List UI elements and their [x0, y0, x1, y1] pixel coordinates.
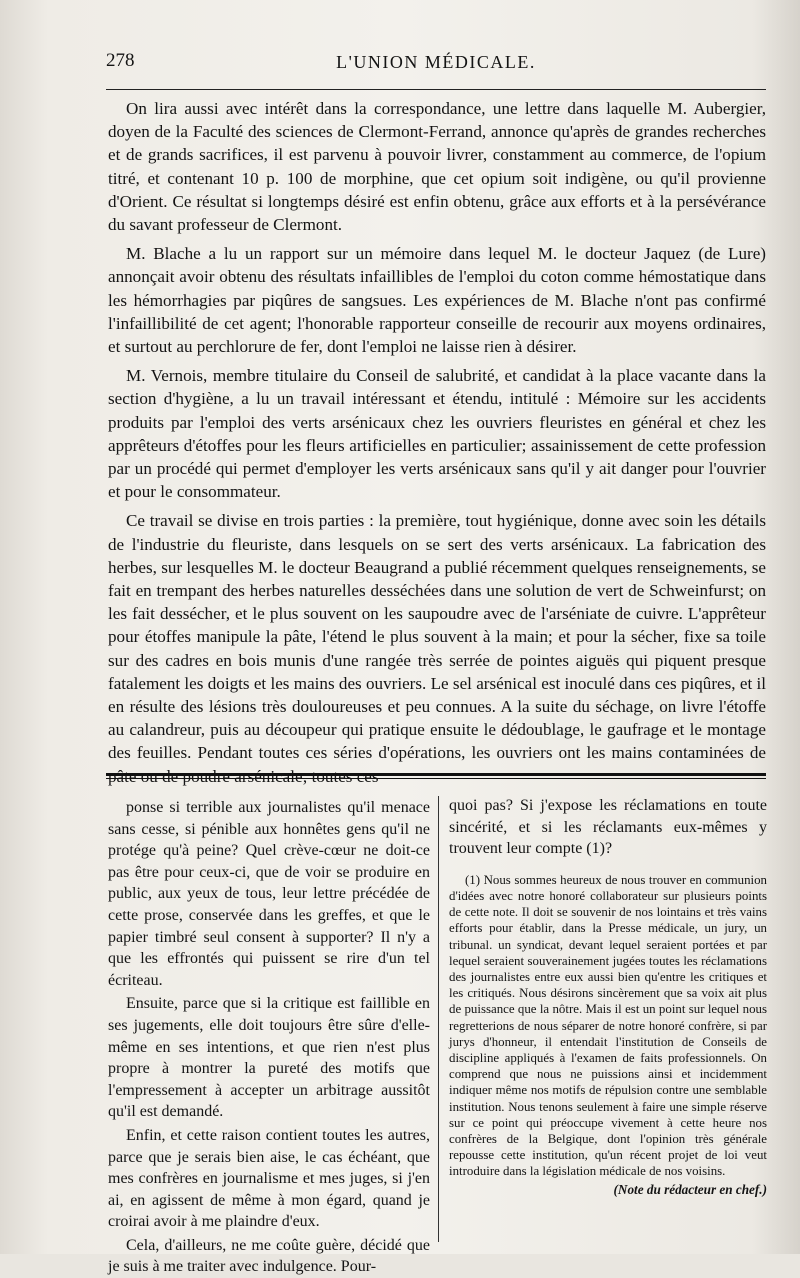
feuilleton-paragraph: Ensuite, parce que si la critique est faillible en ses jugements, elle doit toujours être sûre d'elle-même en ses intentions, et que rien n'est plus propre à montrer la pureté des motifs que l'empressement à accepter un arbitrage aussitôt qu'il est demandé. [108, 995, 430, 1121]
feuilleton-paragraph: ponse si terrible aux journalistes qu'il menace sans cesse, si pénible aux honnêtes gens qu'il ne protége qu'à peine? Quel crève-cœur ne doit-ce pas être pour ceux-ci, que de voir se produire en public, aux yeux de tous, leur lettre précédée de cette prose, conservée dans les greffes, et que le papier timbré seul consent à supporter? Il n'y a que les effrontés qui puissent se rire d'un tel écriteau. [108, 799, 430, 989]
paragraph-vernois: M. Vernois, membre titulaire du Conseil de salubrité, et candidat à la place vacante dans la section d'hygiène, a lu un travail intéressant et étendu, intitulé : Mémoire sur les accidents produits par l'emploi des verts arsénicaux chez les ouvriers fleuristes en général et chez les apprêteurs d'étoffes pour les fleurs artificielles en particulier; assainissement de cette profession par un procédé qui permet d'employer les verts arsénicaux sans qu'il y ait danger pour l'ouvrier et pour le consommateur. [108, 366, 766, 502]
paragraph-travail: Ce travail se divise en trois parties : la première, tout hygiénique, donne avec soin les détails de l'industrie du fleuriste, dans lesquels on se sert des verts arsénicaux. La fabrication des herbes, sur lesquelles M. le docteur Beaugrand a publié récemment quelques renseignements, se fait en trempant des herbes naturelles desséchées dans une solution de vert de Schweinfurst; on les fait dessécher, et le plus souvent on les saupoudre avec de l'arséniate de cuivre. L'apprêteur pour étoffes manipule la pâte, l'étend le plus souvent à la main; et pour la sécher, fixe sa toile sur des cadres en bois munis d'une rangée très serrée de pointes aiguës qui piquent presque fatalement les doigts et les mains des ouvriers. Le sel arsénical est inoculé dans ces piqûres, et il en résulte des lésions très douloureuses et peu connues. A la suite du séchage, on livre l'étoffe au calandreur, puis au découpeur qui pratique ensuite le dédoublage, le gaufrage et le montage des feuilles. Pendant toutes ces séries d'opérations, les ouvriers ont les mains contaminées de pâte ou de poudre arsénicale; toutes ces [108, 511, 766, 786]
feuilleton-right-column [449, 795, 767, 1198]
paragraph-blache: M. Blache a lu un rapport sur un mémoire dans lequel M. le docteur Jaquez (de Lure) annonçait avoir obtenu des résultats infaillibles de l'emploi du coton comme hémostatique dans les hémorrhagies par piqûres de sangsues. Les expériences de M. Blache n'ont pas confirmé l'infaillibilité de cet agent; l'honorable rapporteur conseille de recourir aux moyens ordinaires, et surtout au perchlorure de fer, dont l'emploi ne laisse rien à désirer. [108, 244, 766, 357]
feuilleton-paragraph: Cela, d'ailleurs, ne me coûte guère, décidé que je suis à me traiter avec indulgence. Pour- [108, 1236, 430, 1276]
running-head: L'UNION MÉDICALE. [336, 52, 536, 72]
page-number: 278 [106, 50, 135, 71]
footnote-signature: (Note du rédacteur en chef.) [613, 1181, 767, 1197]
column-rule [438, 796, 439, 1242]
feuilleton-paragraph: quoi pas? Si j'expose les réclamations en toute sincérité, et si les réclamants eux-mêmes y trouvent leur compte (1)? [449, 797, 767, 858]
header-rule [106, 89, 766, 90]
main-text [108, 97, 766, 788]
paragraph-aubergier: On lira aussi avec intérêt dans la correspondance, une lettre dans laquelle M. Aubergier, doyen de la Faculté des sciences de Clermont-Ferrand, annonce qu'après de grandes recherches et de grands sacrifices, il est parvenu à pouvoir livrer, constamment au commerce, de l'opium titré, et contenant 10 p. 100 de morphine, que cet opium soit indigène, ou qu'il provienne d'Orient. Ce résultat si longtemps désiré est enfin obtenu, grâce aux efforts et à la persévérance du savant professeur de Clermont. [108, 99, 766, 235]
feuilleton-paragraph: Enfin, et cette raison contient toutes les autres, parce que je serais bien aise, le cas échéant, que mes confrères en journalisme et mes juges, si j'en ai, en agissent de même à mon égard, quand je croirai avoir à me plaindre d'eux. [108, 1126, 430, 1231]
footnote: (1) Nous sommes heureux de nous trouver en communion d'idées avec notre honoré collaborateur sur plusieurs points de cette note. Il doit se souvenir de nos lointains et très vains efforts pour établir, dans la Presse médicale, un jury, un tribunal. un syndicat, devant lequel seraient portées et par lequel seraient souverainement jugées toutes les réclamations des journalistes entre eux aussi bien qu'entre les critiques et les critiqués. Nous désirons sincèrement que sa voix ait plus de puissance que la nôtre. Mais il est un point sur lequel nous regretterions de nous séparer de notre honoré confrère, si par jurys d'honneur, il entendait l'institution de Conseils de discipline appliqués à l'examen de faits professionnels. On comprend que nous ne puissions ainsi et incidemment indiquer même nos motifs de répulsion contre une semblable institution. Nous tenons seulement à faire une simple réserve sur ce point qui préoccupe vivement à cette heure nos confrères de la Belgique, dont l'opinion très générale repousse cette institution, qu'un récent projet de loi veut introduire dans la législation médicale de nos voisins. [449, 872, 767, 1179]
feuilleton-divider [106, 773, 766, 779]
feuilleton-left-column [108, 797, 430, 1278]
page-header [106, 50, 766, 78]
